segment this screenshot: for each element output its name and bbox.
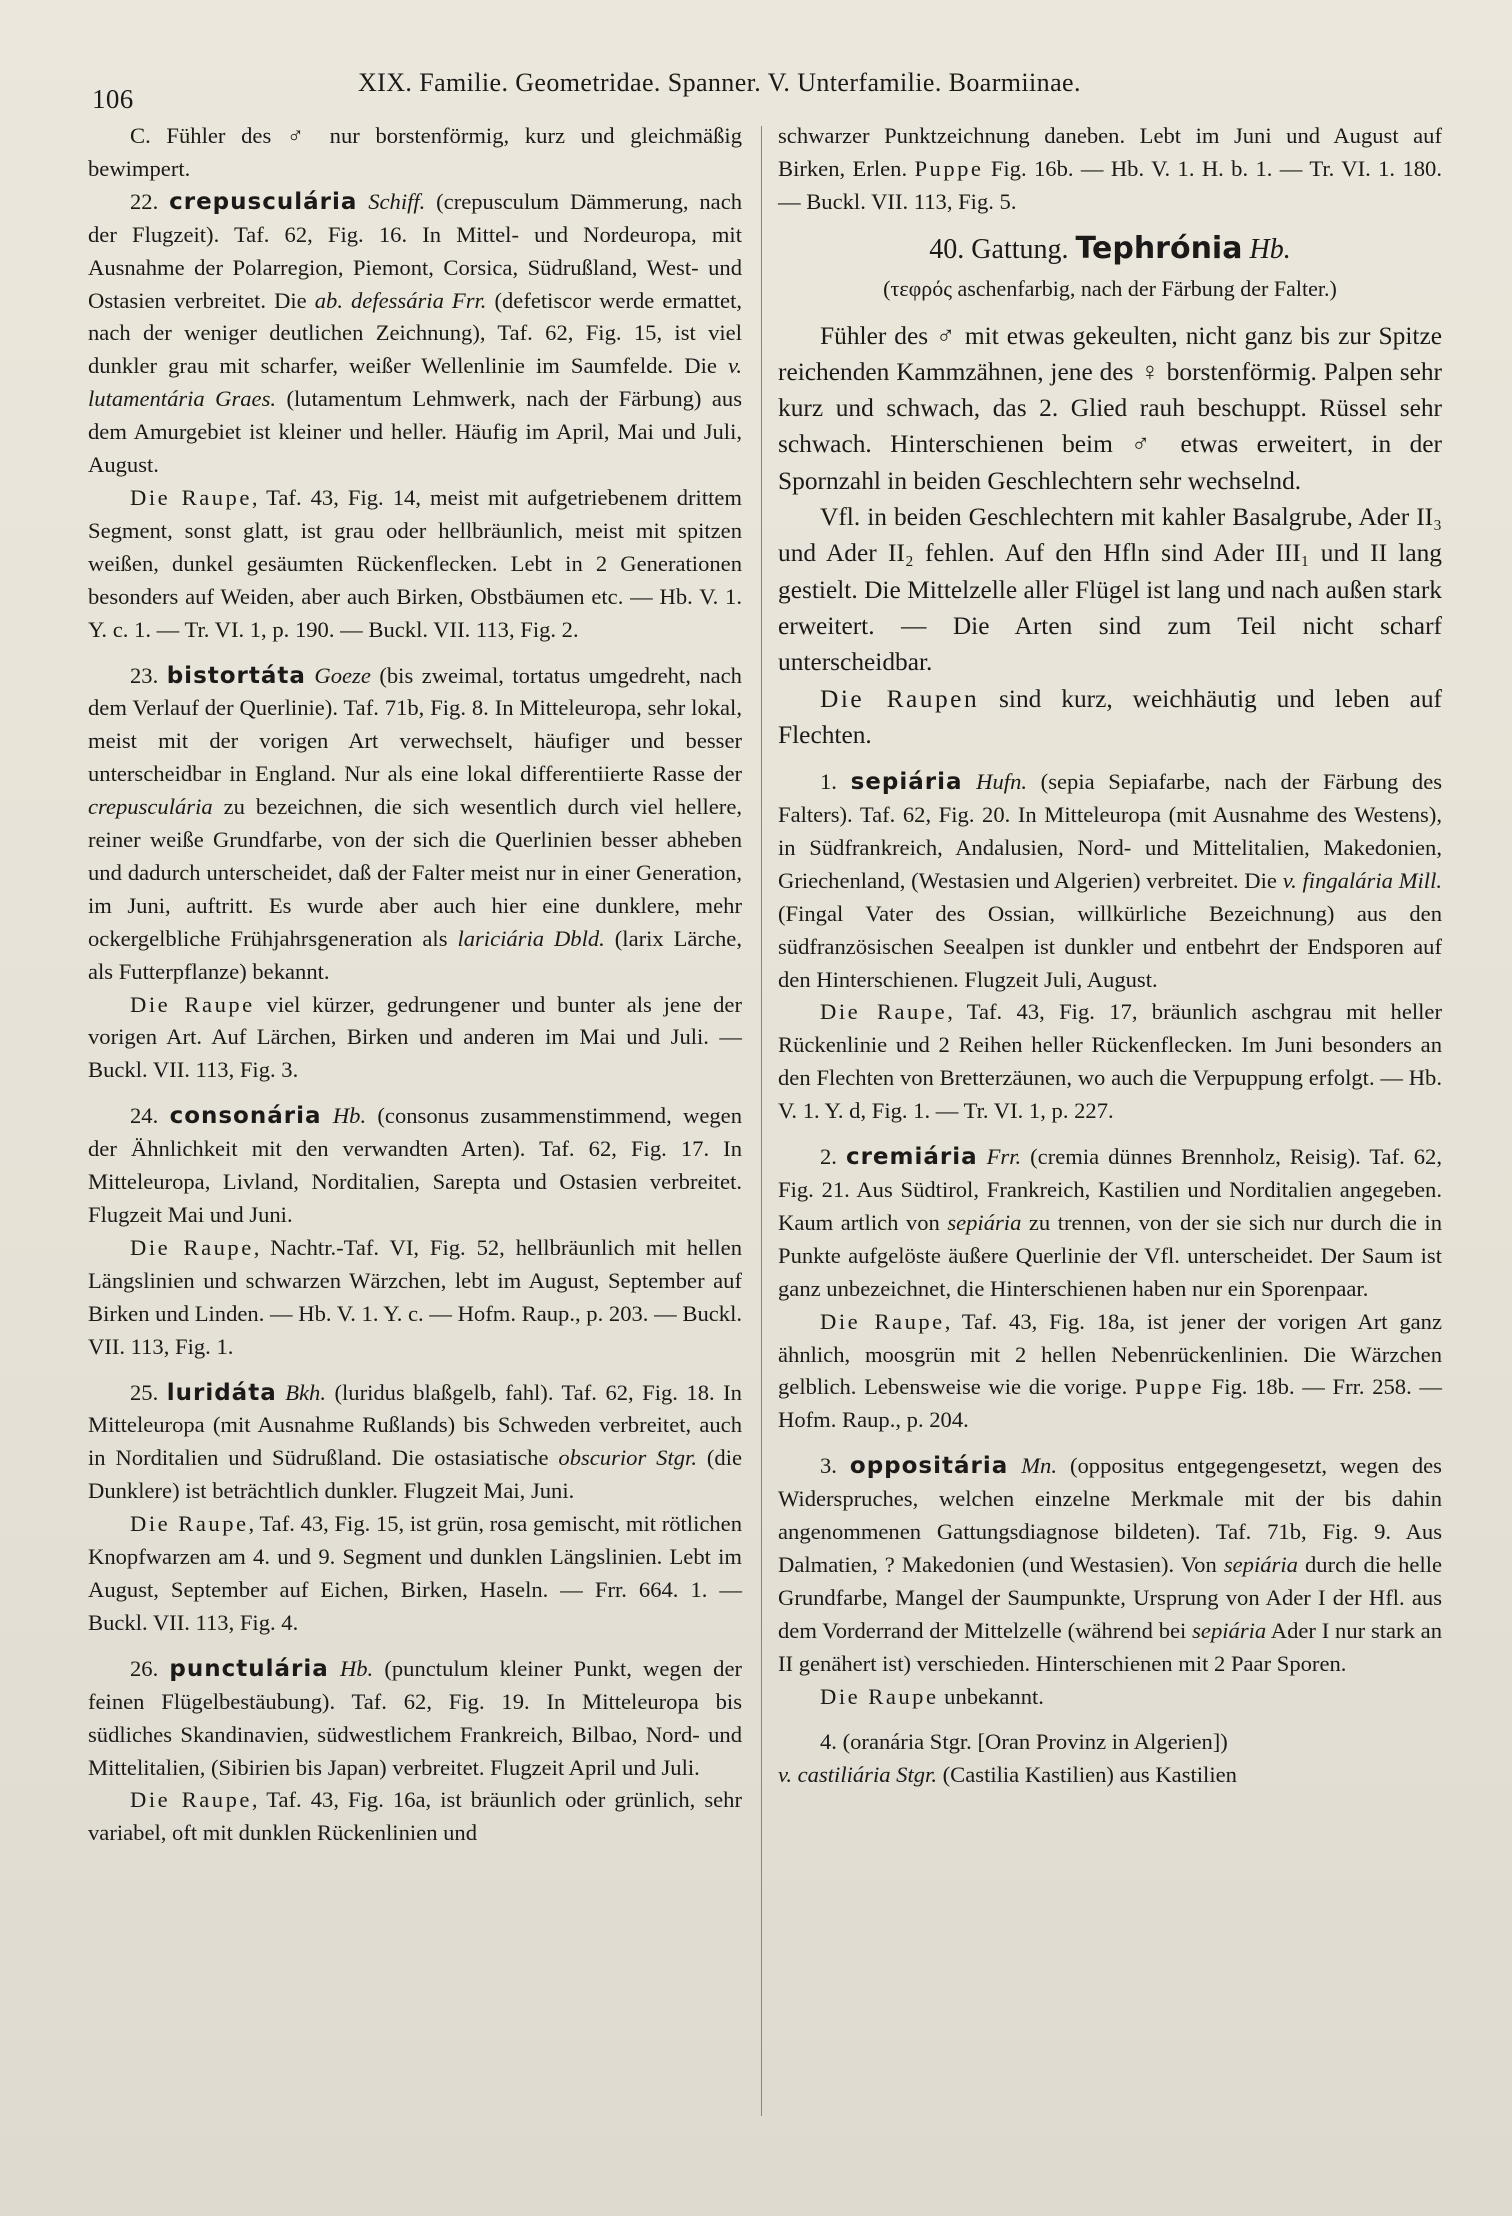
species-3-entry	[778, 1450, 1442, 1680]
caterpillar-text: , Taf. 43, Fig. 16a, ist bräunlich oder grünlich, sehr variabel, oft mit dunklen Rückenlinien und	[88, 1787, 742, 1846]
caterpillar-text: unbekannt.	[938, 1683, 1044, 1709]
caterpillar-text: , Taf. 43, Fig. 15, ist grün, rosa gemischt, mit rötlichen Knopfwarzen am 4. und 9. Segment und dunklen Längslinien. Lebt im August, September auf Eichen, Birken, Haseln. — Frr. 664. 1. — Buckl. VII. 113, Fig. 4.	[88, 1511, 742, 1635]
variety-name: lariciária Dbld.	[457, 925, 605, 951]
page-number: 106	[92, 84, 134, 114]
species-author: Mn.	[1021, 1453, 1058, 1479]
caterpillar-lead: Die Raupe	[820, 1683, 939, 1709]
continued-text: schwarzer Punktzeichnung daneben. Lebt im Juni und August auf Birken, Erlen.	[778, 123, 1442, 181]
right-column	[778, 120, 1442, 2180]
species-24-entry	[88, 1100, 742, 1232]
species-number: 3.	[820, 1453, 837, 1479]
species-26-entry	[88, 1653, 742, 1785]
species-text: (die Dunklere) ist beträchtlich dunkler. Flugzeit Mai, Juni.	[88, 1445, 743, 1504]
species-number: 26.	[130, 1655, 159, 1681]
caterpillar-lead: Die Raupe	[130, 1511, 249, 1537]
caterpillar-lead: Die Raupe	[130, 991, 255, 1017]
species-reference: sepiária	[1192, 1617, 1267, 1643]
species-author: Hufn.	[976, 769, 1028, 795]
species-text: zu trennen, von der sie sich nur durch die in Punkte aufgelöste äußere Querlinie der Vfl. unterscheidet. Der Saum ist ganz unbezeichnet, die Hinterschienen haben nur ein Sporenpaar.	[778, 1209, 1442, 1301]
species-4-entry	[778, 1726, 1442, 1759]
species-author: Goeze	[314, 662, 371, 688]
caterpillar-paragraph	[778, 1681, 1442, 1714]
caterpillar-lead: Die Raupe	[130, 484, 252, 510]
species-name: bistortáta	[166, 662, 306, 689]
species-1-entry	[778, 766, 1442, 996]
column-divider	[761, 126, 762, 2116]
species-name: consonária	[169, 1103, 322, 1130]
variety-name: v. castiliária Stgr.	[778, 1762, 937, 1788]
continued-text: Fig. 16b. — Hb. V. 1. H. b. 1. — Tr. VI. 1. 180. — Buckl. VII. 113, Fig. 5.	[778, 155, 1442, 214]
species-text: (lutamentum Lehmwerk, nach der Färbung) aus dem Amurgebiet ist kleiner und heller. Häufig im April, Mai und Juli, August.	[88, 386, 742, 478]
page-header	[92, 58, 1452, 114]
subspecies-name: obscurior Stgr.	[558, 1445, 697, 1471]
genus-author: Hb.	[1249, 233, 1291, 265]
caterpillar-paragraph	[778, 996, 1442, 1128]
species-number: 23.	[130, 662, 159, 688]
variety-name: v. fingalária Mill.	[1282, 867, 1442, 893]
species-text: (Castilia Kastilien) aus Kastilien	[942, 1762, 1237, 1788]
species-author: Frr.	[986, 1144, 1022, 1170]
species-text: (luridus blaßgelb, fahl). Taf. 62, Fig. 18. In Mitteleuropa (mit Ausnahme Rußlands) bis Schweden verbreitet, auch in Norditalien und Südrußland. Die ostasiatische	[88, 1379, 742, 1471]
species-text: (crepusculum Dämmerung, nach der Flugzeit). Taf. 62, Fig. 16. In Mittel- und Nordeuropa, mit Ausnahme der Polarregion, Piemont, Corsica, Südrußland, West- und Ostasien verbreitet. Die	[88, 188, 743, 313]
pupa-text: Fig. 18b. — Frr. 258. — Hofm. Raup., p. 204.	[778, 1374, 1442, 1433]
species-number: 24.	[130, 1103, 159, 1129]
caterpillar-paragraph	[88, 989, 742, 1088]
species-name: punctulária	[169, 1655, 329, 1682]
caterpillar-text: , Taf. 43, Fig. 14, meist mit aufgetriebenem drittem Segment, sonst glatt, ist grau oder hellbräunlich, meist mit spitzen weißen, dunkel gesäumten Rückenflecken. Lebt in 2 Generationen besonders auf Weiden, aber auch Birken, Obstbäumen etc. — Hb. V. 1. Y. c. 1. — Tr. VI. 1, p. 190. — Buckl. VII. 113, Fig. 2.	[88, 484, 742, 642]
species-number: 2.	[820, 1144, 837, 1170]
species-text: durch die helle Grundfarbe, Mangel der Saumpunkte, Ursprung von Ader I der Hfl. aus dem Vorderrand der Mittelzelle (während bei	[778, 1551, 1443, 1643]
species-23-entry	[88, 660, 742, 989]
species-2-entry	[778, 1141, 1442, 1306]
genus-name: Tephrónia	[1075, 230, 1243, 266]
aberration-name: ab. defessária Frr.	[314, 287, 487, 313]
genus-label: 40. Gattung.	[929, 233, 1069, 265]
species-text: (Fingal Vater des Ossian, willkürliche Bezeichnung) aus den südfranzösischen Seealpen ist dunkler und entbehrt der Endsporen auf den Hinterschienen. Flugzeit Juli, August.	[778, 900, 1442, 992]
species-text: (defetiscor werde ermattet, nach der weniger deutlichen Zeichnung), Taf. 62, Fig. 15, ist viel dunkler grau mit scharfer, weißer Wellenlinie im Saumfelde. Die	[88, 287, 742, 379]
species-text: zu bezeichnen, die sich wesentlich durch viel hellere, reiner weiße Grundfarbe, von der sich die Querlinien besser abheben und dadurch unterscheidet, daß der Falter meist nur in einer Generation, im Juni, auftritt. Es wurde aber auch hier eine dunklere, mehr ockergelbliche Frühjahrsgeneration als	[88, 794, 742, 951]
species-name: luridáta	[166, 1379, 277, 1406]
genus-caterpillar-note	[778, 681, 1442, 754]
left-column	[88, 120, 742, 2180]
variety-line	[778, 1759, 1442, 1792]
species-text: (cremia dünnes Brennholz, Reisig). Taf. 62, Fig. 21. Aus Südtirol, Frankreich, Kastilien und Norditalien angegeben. Kaum artlich von	[778, 1144, 1442, 1235]
section-c-intro: C. Fühler des ♂ nur borstenförmig, kurz und gleichmäßig bewimpert.	[88, 123, 742, 181]
caterpillar-paragraph	[88, 1232, 742, 1364]
species-author: Hb.	[339, 1655, 374, 1681]
species-name: crepusculária	[169, 188, 358, 215]
species-text: 4. (oranária Stgr. [Oran Provinz in Algerien])	[820, 1729, 1228, 1755]
species-name: sepiária	[850, 769, 963, 796]
species-text: (consonus zusammenstimmend, wegen der Ähnlichkeit mit den verwandten Arten). Taf. 62, Fig. 17. In Mitteleuropa, Livland, Norditalien, Sarepta und Ostasien verbreitet. Flugzeit Mai und Juni.	[88, 1103, 742, 1227]
caterpillar-paragraph	[88, 482, 742, 647]
caterpillar-text: , Taf. 43, Fig. 18a, ist jener der vorigen Art ganz ähnlich, moosgrün mit 2 hellen Nebenrückenlinien. Die Wärzchen gelblich. Lebensweise wie die vorige.	[778, 1308, 1442, 1400]
species-reference: crepusculária	[88, 794, 213, 820]
species-text: (sepia Sepiafarbe, nach der Färbung des Falters). Taf. 62, Fig. 20. In Mitteleuropa (mit Ausnahme des Westens), in Südfrankreich, Andalusien, Nord- und Mittelitalien, Makedonien, Griechenland, (Westasien und Algerien) verbreitet. Die	[778, 769, 1443, 893]
caterpillar-lead: Die Raupe	[130, 1787, 252, 1813]
caterpillar-text: , Taf. 43, Fig. 17, bräunlich aschgrau mit heller Rückenlinie und 2 Reihen heller Rückenflecken. Im Juni besonders an den Flechten von Bretterzäunen, wo auch die Verpuppung erfolgt. — Hb. V. 1. Y. d, Fig. 1. — Tr. VI. 1, p. 227.	[778, 999, 1442, 1124]
species-reference: sepiária	[947, 1209, 1022, 1235]
variety-name: v. lutamentária Graes.	[88, 353, 742, 412]
genus-description: Vfl. in beiden Geschlechtern mit kahler Basalgrube, Ader II₃ und Ader II₂ fehlen. Auf den Hfln sind Ader III₁ und II lang gestielt. Die Mittelzelle aller Flügel ist lang und nach außen stark erweitert. — Die Arten sind zum Teil nicht scharf unterscheidbar.	[778, 503, 1442, 677]
species-text: Ader I nur stark an II genähert ist) verschieden. Hinterschienen mit 2 Paar Sporen.	[778, 1617, 1442, 1676]
species-number: 1.	[820, 769, 837, 795]
species-name: cremiária	[845, 1144, 978, 1171]
species-reference: sepiária	[1223, 1551, 1298, 1577]
genus-etymology: (τεφρός aschenfarbig, nach der Färbung der Falter.)	[883, 275, 1337, 301]
species-text: (larix Lärche, als Futterpflanze) bekannt.	[88, 925, 742, 984]
caterpillar-text: , Nachtr.-Taf. VI, Fig. 52, hellbräunlich mit hellen Längslinien und schwarzen Wärzchen, lebt im August, September auf Birken und Linden. — Hb. V. 1. Y. c. — Hofm. Raup., p. 203. — Buckl. VII. 113, Fig. 1.	[88, 1234, 743, 1359]
caterpillar-paragraph	[88, 1508, 742, 1640]
species-text: (punctulum kleiner Punkt, wegen der feinen Flügelbestäubung). Taf. 62, Fig. 19. In Mitteleuropa bis südliches Skandinavien, südwestlichem Frankreich, Bilbao, Nord- und Mittelitalien, (Sibirien bis Japan) verbreitet. Flugzeit April und Juli.	[88, 1655, 743, 1780]
caterpillar-text: sind kurz, weichhäutig und leben auf Flechten.	[778, 684, 1442, 749]
caterpillar-paragraph	[778, 1306, 1442, 1438]
species-author: Schiff.	[368, 188, 426, 214]
species-text: (bis zweimal, tortatus umgedreht, nach dem Verlauf der Querlinie). Taf. 71b, Fig. 8. In Mitteleuropa, sehr lokal, meist mit der vorigen Art verwechselt, häufiger und besser unterscheidbar in England. Nur als eine lokal differentiierte Rasse der	[88, 662, 742, 787]
continued-paragraph	[778, 120, 1442, 219]
running-head: XIX. Familie. Geometridae. Spanner. V. Unterfamilie. Boarmiinae.	[358, 68, 1081, 97]
pupa-lead: Puppe	[1135, 1374, 1204, 1400]
caterpillar-lead: Die Raupe	[820, 1308, 945, 1334]
species-name: oppositária	[849, 1453, 1009, 1480]
caterpillar-text: viel kürzer, gedrungener und bunter als jene der vorigen Art. Auf Lärchen, Birken und anderen im Mai und Juli. — Buckl. VII. 113, Fig. 3.	[88, 991, 742, 1083]
species-22-entry	[88, 186, 742, 482]
species-text: (oppositus entgegengesetzt, wegen des Widerspruches, welchen einzelne Merkmale mit der bis dahin angenommenen Gattungsdiagnose bildeten). Taf. 71b, Fig. 9. Aus Dalmatien, ? Makedonien (und Westasien). Von	[778, 1453, 1442, 1577]
caterpillar-paragraph	[88, 1784, 742, 1850]
species-author: Hb.	[332, 1103, 367, 1129]
genus-heading	[778, 230, 1442, 267]
species-number: 22.	[130, 188, 159, 214]
caterpillar-lead: Die Raupe	[820, 999, 948, 1025]
species-number: 25.	[130, 1379, 159, 1405]
species-author: Bkh.	[285, 1379, 326, 1405]
caterpillar-lead: Die Raupe	[130, 1234, 254, 1260]
caterpillar-lead: Die Raupen	[820, 684, 980, 713]
species-25-entry	[88, 1377, 742, 1509]
pupa-lead: Puppe	[914, 155, 984, 181]
genus-description: Fühler des ♂ mit etwas gekeulten, nicht ganz bis zur Spitze reichenden Kammzähnen, jene des ♀ borstenförmig. Palpen sehr kurz und schwach, das 2. Glied rauh beschuppt. Rüssel sehr schwach. Hinterschienen beim ♂ etwas erweitert, in der Spornzahl in beiden Geschlechtern sehr wechselnd.	[778, 321, 1442, 495]
